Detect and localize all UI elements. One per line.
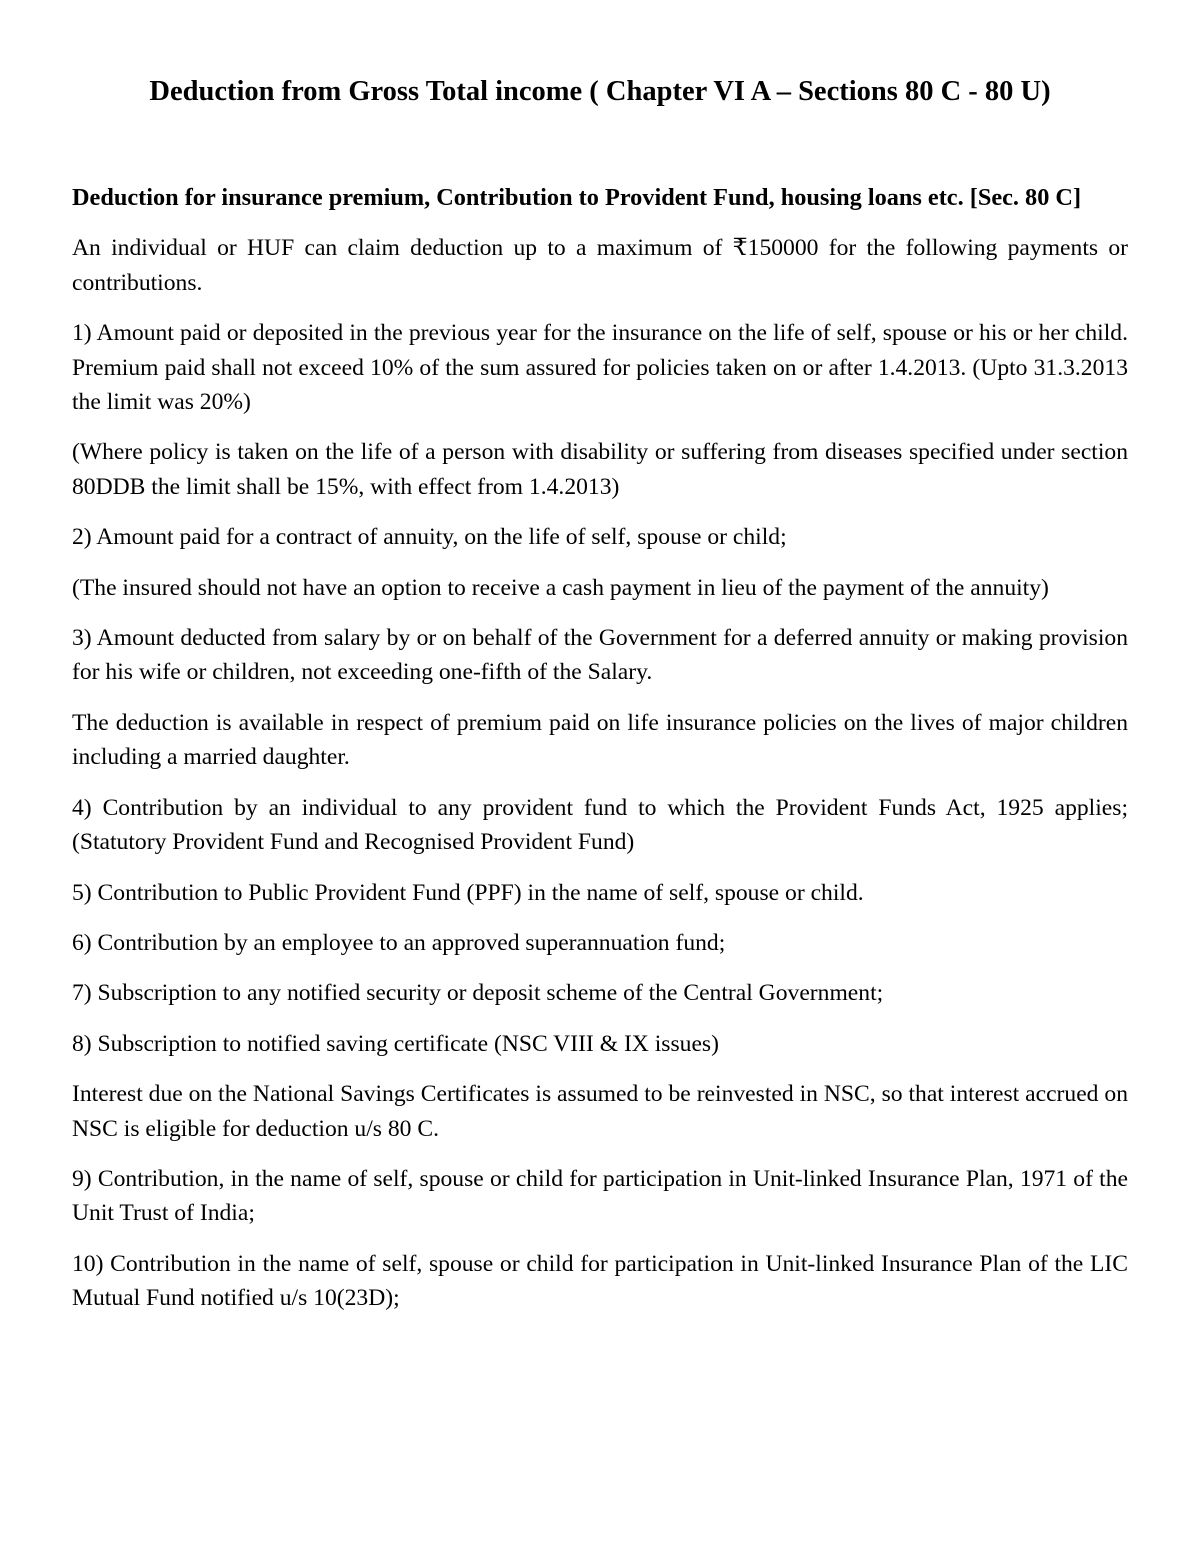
paragraph-note-nsc-interest: Interest due on the National Savings Certificates is assumed to be reinvested in NSC, so that interest accrued on NSC is eligible for deduction u/s 80 C. — [72, 1081, 1128, 1142]
paragraph-item-4: 4) Contribution by an individual to any provident fund to which the Provident Funds Act, 1925 applies; (Statutory Provident Fund and Recognised Provident Fund) — [72, 794, 1128, 856]
paragraph-item-2: 2) Amount paid for a contract of annuity, on the life of self, spouse or child; — [72, 524, 787, 551]
paragraph-intro: An individual or HUF can claim deduction up to a maximum of ₹150000 for the following payments or contributions. — [72, 235, 1128, 296]
paragraph-item-8: 8) Subscription to notified saving certificate (NSC VIII & IX issues) — [72, 1030, 719, 1057]
document-body — [72, 181, 1128, 1332]
paragraph-note-children: The deduction is available in respect of premium paid on life insurance policies on the lives of major children including a married daughter. — [72, 709, 1128, 771]
document-title: Deduction from Gross Total income ( Chapter VI A – Sections 80 C - 80 U) — [149, 76, 1051, 107]
paragraph-item-5: 5) Contribution to Public Provident Fund (PPF) in the name of self, spouse or child. — [72, 879, 864, 906]
paragraph-item-9: 9) Contribution, in the name of self, spouse or child for participation in Unit-linked Insurance Plan, 1971 of the Unit Trust of India; — [72, 1165, 1128, 1227]
paragraph-note-disability: (Where policy is taken on the life of a person with disability or suffering from diseases specified under section 80DDB the limit shall be 15%, with effect from 1.4.2013) — [72, 439, 1128, 500]
paragraph-note-annuity: (The insured should not have an option to receive a cash payment in lieu of the payment of the annuity) — [72, 574, 1049, 601]
paragraph-item-10: 10) Contribution in the name of self, spouse or child for participation in Unit-linked Insurance Plan of the LIC Mutual Fund notified u/s 10(23D); — [72, 1250, 1128, 1312]
paragraph-item-6: 6) Contribution by an employee to an approved superannuation fund; — [72, 929, 726, 956]
section-heading-80c: Deduction for insurance premium, Contribution to Provident Fund, housing loans etc. [Sec. 80 C] — [72, 184, 1082, 211]
paragraph-item-3: 3) Amount deducted from salary by or on behalf of the Government for a deferred annuity or making provision for his wife or children, not exceeding one-fifth of the Salary. — [72, 625, 1128, 686]
paragraph-item-1: 1) Amount paid or deposited in the previous year for the insurance on the life of self, spouse or his or her child. Premium paid shall not exceed 10% of the sum assured for policies taken on or after 1.4.2013. (Upto 31.3.2013 the limit was 20%) — [72, 320, 1128, 416]
paragraph-item-7: 7) Subscription to any notified security or deposit scheme of the Central Government; — [72, 980, 884, 1007]
